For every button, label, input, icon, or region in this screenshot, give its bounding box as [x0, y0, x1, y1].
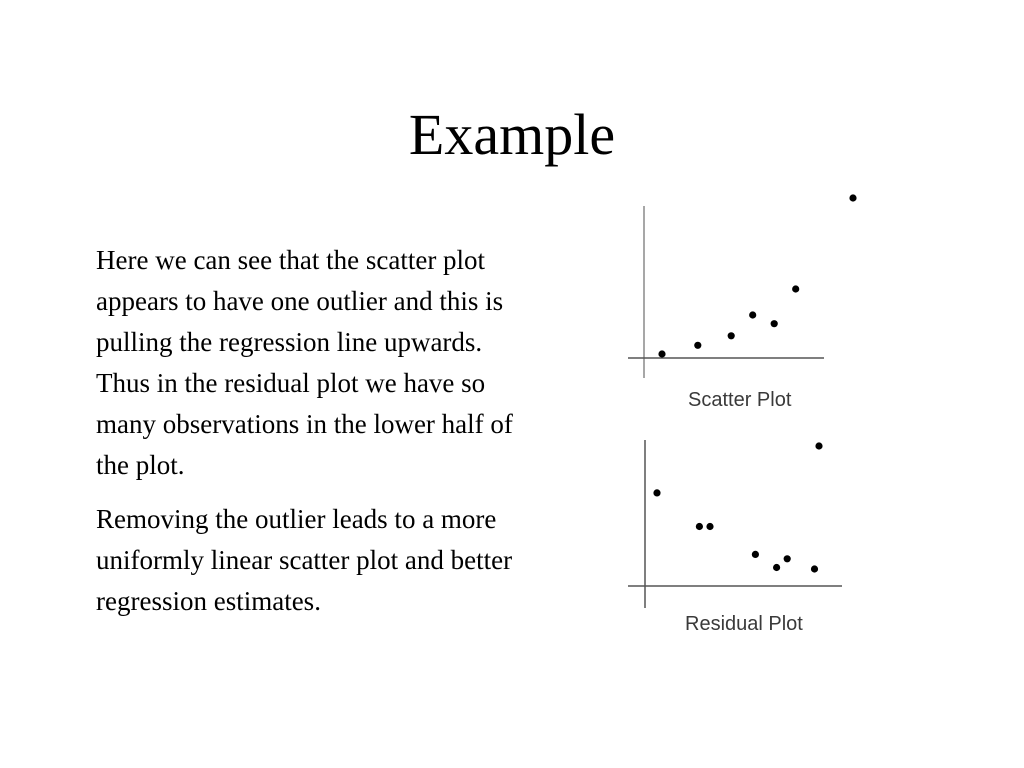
residual-point-5	[773, 564, 780, 571]
slide-title: Example	[408, 102, 616, 167]
residual-point-4	[752, 551, 759, 558]
scatter-point-5	[771, 320, 778, 327]
scatter-point-3	[728, 332, 735, 339]
paragraph-removal-effect: Removing the outlier leads to a more uniformly linear scatter plot and better regression estimates.	[96, 504, 513, 616]
residual-plot-caption: Residual Plot	[685, 613, 803, 635]
residual-point-1	[653, 489, 660, 496]
scatter-point-2	[694, 342, 701, 349]
paragraph-outlier-explanation: Here we can see that the scatter plot appears to have one outlier and this is pulling the regression line upwards. Thus in the residual plot we have so many observations in the lower half of the plot.	[96, 245, 513, 480]
scatter-point-4	[749, 311, 756, 318]
scatter-point-1	[658, 350, 665, 357]
residual-point-7	[811, 565, 818, 572]
scatter-point-7	[849, 194, 856, 201]
scatter-plot	[628, 194, 857, 378]
scatter-point-6	[792, 285, 799, 292]
residual-point-6	[784, 555, 791, 562]
residual-plot	[628, 440, 842, 608]
residual-point-8	[815, 442, 822, 449]
residual-point-3	[706, 523, 713, 530]
residual-point-2	[696, 523, 703, 530]
scatter-plot-caption: Scatter Plot	[688, 389, 792, 411]
